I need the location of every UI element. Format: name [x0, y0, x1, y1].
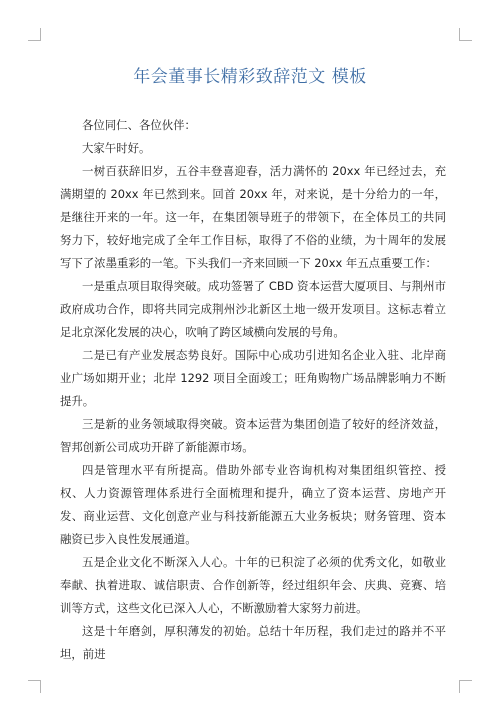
paragraph-3: 二是已有产业发展态势良好。国际中心成功引进知名企业入驻、北岸商业广场如期开业；北岸 1292 项目全面竣工；旺角购物广场品牌影响力不断提升。 [60, 348, 446, 408]
paragraph-4: 三是新的业务领域取得突破。资本运营为集团创造了较好的经济效益，智邦创新公司成功开辟了新能源市场。 [60, 417, 446, 454]
crop-mark-top-left [28, 28, 41, 41]
document-body [60, 114, 446, 666]
document-title: 年会董事长精彩致辞范文 模板 [133, 67, 367, 87]
crop-mark-bottom-left [28, 680, 41, 693]
crop-mark-top-right [459, 28, 472, 41]
paragraph-2: 一是重点项目取得突破。成功签署了 CBD 资本运营大厦项目、与荆州市政府成功合作，即将共同完成荆州沙北新区土地一级开发项目。这标志着立足北京深化发展的决心，吹响了跨区域横向发展的号角。 [60, 279, 446, 339]
paragraph-5: 四是管理水平有所提高。借助外部专业咨询机构对集团组织管控、授权、人力资源管理体系进行全面梳理和提升，确立了资本运营、房地产开发、商业运营、文化创意产业与科技新能源五大业务板块；财务管理、资本融资已步入良性发展通道。 [60, 463, 446, 546]
paragraph-6: 五是企业文化不断深入人心。十年的已积淀了必须的优秀文化，如敬业奉献、执着进取、诚信职责、合作创新等，经过组织年会、庆典、竞赛、培训等方式，这些文化已深入人心，不断激励着大家努力前进。 [60, 555, 446, 615]
paragraph-7: 这是十年磨剑，厚积薄发的初始。总结十年历程，我们走过的路并不平坦，前进 [60, 624, 446, 661]
greeting: 大家午时好。 [82, 141, 151, 155]
crop-mark-bottom-right [459, 680, 472, 693]
salutation: 各位同仁、各位伙伴： [82, 118, 196, 132]
paragraph-1: 一树百获辞旧岁，五谷丰登喜迎春，活力满怀的 20xx 年已经过去，充满期望的 20xx 年已然到来。回首 20xx 年，对来说，是十分给力的一年，是继往开来的一年。这一年，在集团领导班子的带领下，在全体员工的共同努力下，较好地完成了全年工作目标，取得了不俗的业绩，为十周年的发展写下了浓墨重彩的一笔。下头我们一齐来回顾一下 20xx 年五点重要工作： [60, 164, 446, 270]
